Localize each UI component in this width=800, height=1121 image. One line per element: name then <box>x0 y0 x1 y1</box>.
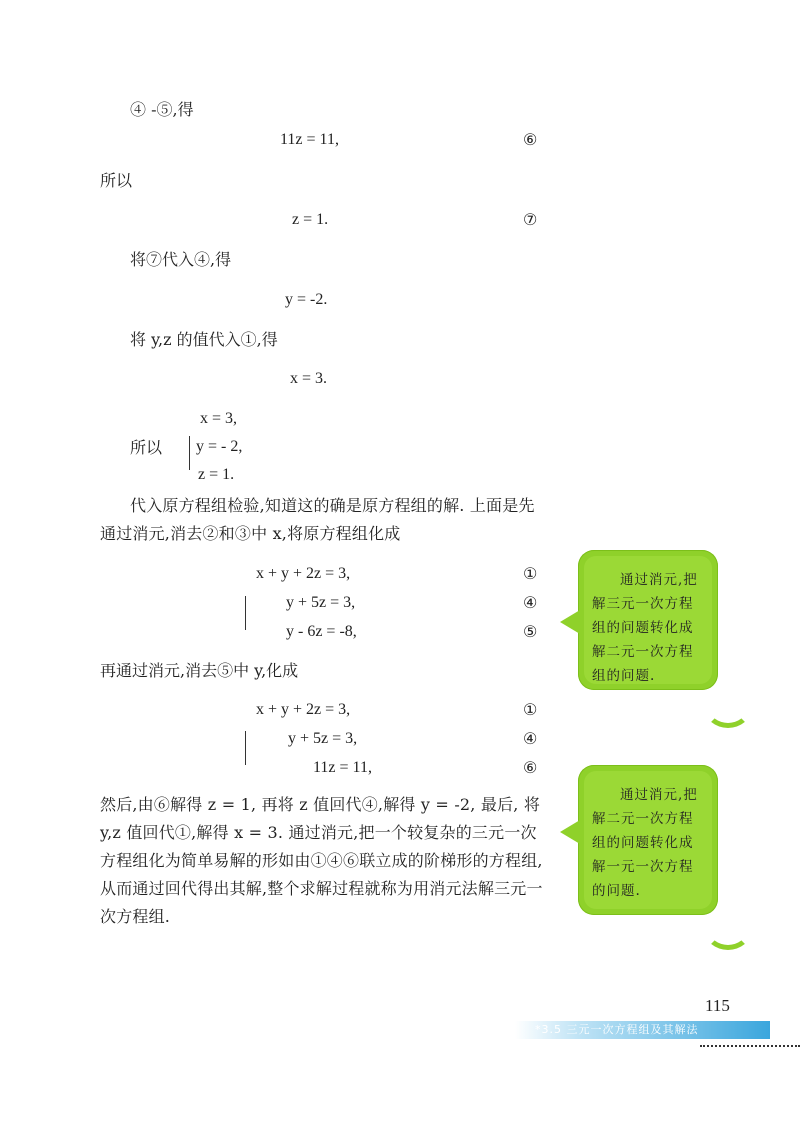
system-2-row-1: x + y + 2z = 3, <box>256 701 351 718</box>
system-1-marker-2: ④ <box>523 593 538 612</box>
paragraph-2: 然后,由⑥解得 z = 1, 再将 z 值回代④,解得 y = -2, 最后, 将 y,z 值回代①,解得 x = 3. 通过消元,把一个较复杂的三元一次方程组化为简单易解的形如由①④⑥联立成的阶梯形的方程组,从而通过回代得出其解,整个求解过程就称为用消元法解三元一次方程组. <box>100 795 543 926</box>
solution-label: 所以 <box>130 438 163 457</box>
step-line-3: 将⑦代入④,得 <box>130 250 232 269</box>
swirl-icon <box>705 690 751 728</box>
equation-6: 11z = 11, <box>280 131 339 148</box>
system-2-marker-1: ① <box>523 700 538 719</box>
side-note-1-text: 通过消元,把解三元一次方程组的问题转化成解二元一次方程组的问题. <box>592 572 698 684</box>
system-2-marker-2: ④ <box>523 729 538 748</box>
system-1-row-2: y + 5z = 3, <box>286 594 356 611</box>
equation-x: x = 3. <box>290 370 328 387</box>
side-note-2 <box>578 765 718 915</box>
system-1-marker-1: ① <box>523 564 538 583</box>
system-1-row-3: y - 6z = -8, <box>286 623 357 640</box>
system-1-row-1: x + y + 2z = 3, <box>256 565 351 582</box>
solution-z: z = 1. <box>198 466 235 483</box>
solution-y: y = - 2, <box>196 438 243 455</box>
side-note-2-text: 通过消元,把解二元一次方程组的问题转化成解一元一次方程的问题. <box>592 787 698 899</box>
step-line-mid: 再通过消元,消去⑤中 y,化成 <box>100 661 299 680</box>
equation-marker-6: ⑥ <box>523 130 538 149</box>
footer-dots <box>700 1045 800 1047</box>
side-note-1-tail <box>560 610 580 634</box>
system-2-marker-3: ⑥ <box>523 758 538 777</box>
system-1-brace <box>245 596 246 630</box>
equation-y: y = -2. <box>285 291 328 308</box>
swirl-icon <box>705 912 751 950</box>
equation-7: z = 1. <box>292 211 329 228</box>
step-line-2: 所以 <box>100 171 133 190</box>
step-line-4: 将 y,z 的值代入①,得 <box>130 330 278 349</box>
system-2-brace <box>245 731 246 765</box>
system-2-row-3: 11z = 11, <box>313 759 372 776</box>
section-title: *3.5 三元一次方程组及其解法 <box>535 1023 699 1036</box>
side-note-2-tail <box>560 820 580 844</box>
solution-x: x = 3, <box>200 410 238 427</box>
side-note-1 <box>578 550 718 690</box>
system-1-marker-3: ⑤ <box>523 622 538 641</box>
solution-brace <box>189 436 190 470</box>
step-line-1: ④ -⑤,得 <box>130 100 194 119</box>
equation-marker-7: ⑦ <box>523 210 538 229</box>
page-number: 115 <box>705 996 730 1015</box>
system-2-row-2: y + 5z = 3, <box>288 730 358 747</box>
paragraph-1: 代入原方程组检验,知道这的确是原方程组的解. 上面是先通过消元,消去②和③中 x,将原方程组化成 <box>100 496 535 543</box>
